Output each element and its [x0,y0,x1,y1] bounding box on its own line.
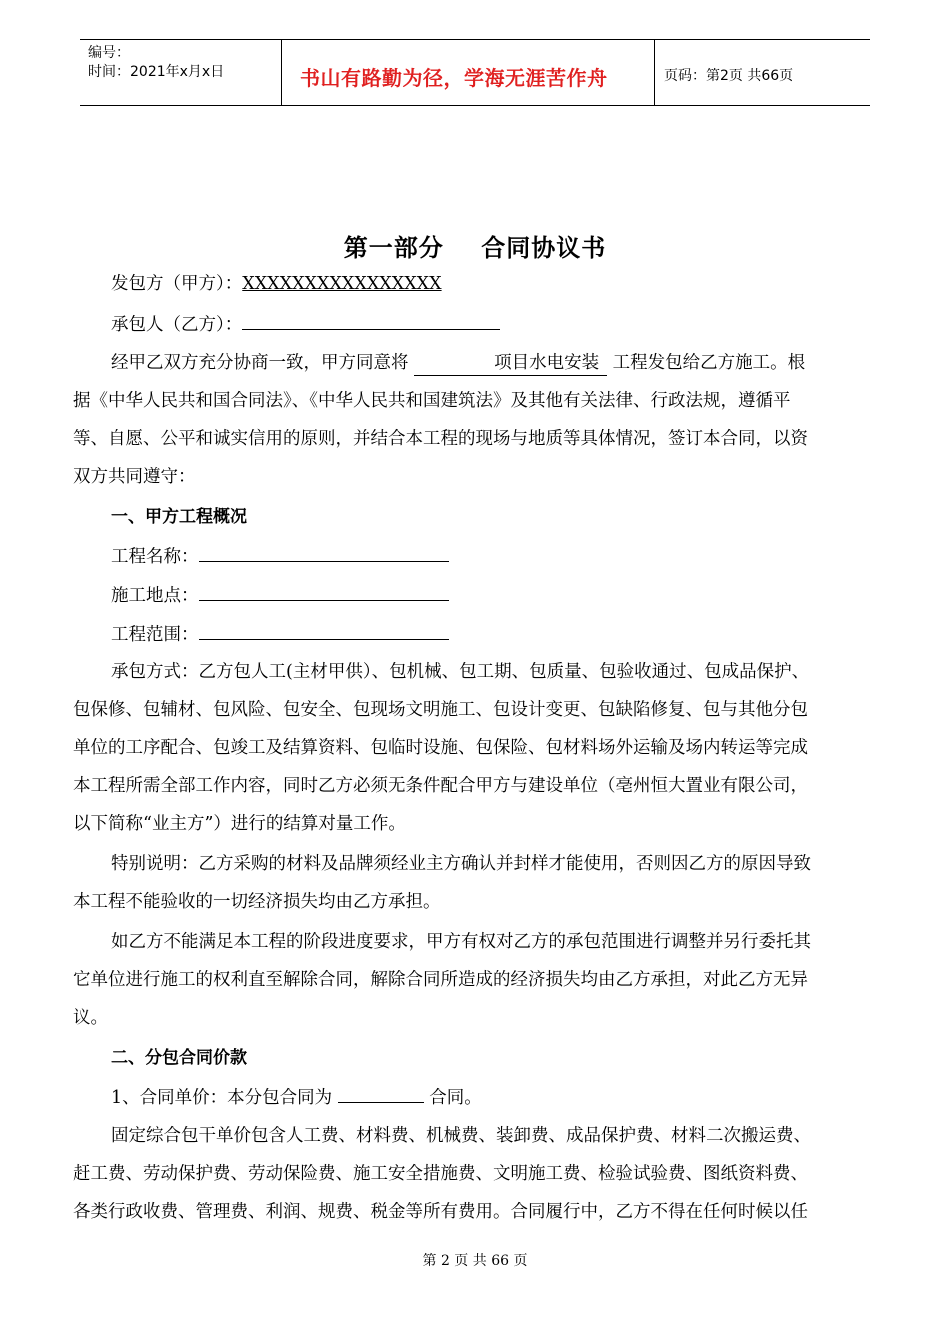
unit-price-line [111,1084,482,1110]
location-label: 施工地点： [111,586,199,606]
intro-line-4: 双方共同遵守： [73,467,196,487]
party-a-label: 发包方（甲方）： [111,274,243,294]
intro-project: 项目水电安装 [494,353,600,373]
note-line-2: 本工程不能验收的一切经济损失均由乙方承担。 [73,892,441,912]
location-blank [199,582,449,601]
mode-line-1: 承包方式：乙方包人工(主材甲供）、包机械、包工期、包质量、包验收通过、包成品保护、 [111,662,810,682]
header-top-rule [80,39,870,40]
fixed-line-2: 赶工费、劳动保护费、劳动保险费、施工安全措施费、文明施工费、检验试验费、图纸资料费、 [73,1164,808,1184]
project-name-label: 工程名称： [111,547,199,567]
header-divider-1 [281,39,282,105]
progress-line-2: 它单位进行施工的权利直至解除合同，解除合同所造成的经济损失均由乙方承担，对此乙方无异 [73,970,808,990]
header-number-label: 编号： [88,45,130,61]
unit-price-blank [338,1084,424,1103]
header-motto: 书山有路勤为径，学海无涯苦作舟 [300,66,608,90]
unit-price-before: 1、合同单价：本分包合同为 [111,1088,333,1108]
party-b-label: 承包人（乙方）： [111,315,243,335]
location-line [111,582,449,608]
intro-after: 工程发包给乙方施工。根 [612,353,806,373]
section1-heading: 一、甲方工程概况 [111,507,247,527]
party-b-line [111,311,500,337]
party-a-line [111,272,442,296]
mode-line-2: 包保修、包辅材、包风险、包安全、包现场文明施工、包设计变更、包缺陷修复、包与其他分包 [73,700,808,720]
intro-line-1 [111,351,805,376]
header-divider-2 [654,39,655,105]
project-name-blank [199,543,449,562]
mode-line-4: 本工程所需全部工作内容，同时乙方必须无条件配合甲方与建设单位（亳州恒大置业有限公司， [73,776,808,796]
scope-label: 工程范围： [111,625,199,645]
fixed-line-3: 各类行政收费、管理费、利润、规费、税金等所有费用。合同履行中，乙方不得在任何时候以任 [73,1202,808,1222]
header-page-label: 页码：第2页 共66页 [664,68,794,84]
mode-line-5: 以下简称“业主方”）进行的结算对量工作。 [73,814,406,834]
intro-line-3: 等、自愿、公平和诚实信用的原则，并结合本工程的现场与地质等具体情况，签订本合同，以资 [73,429,808,449]
mode-line-3: 单位的工序配合、包竣工及结算资料、包临时设施、包保险、包材料场外运输及场内转运等完成 [73,738,808,758]
intro-project-field [414,351,607,376]
header-bottom-rule [80,105,870,106]
header-time-label: 时间：2021年x月x日 [88,64,225,80]
progress-line-1: 如乙方不能满足本工程的阶段进度要求，甲方有权对乙方的承包范围进行调整并另行委托其 [111,932,811,952]
unit-price-after: 合同。 [429,1088,482,1108]
party-b-blank [242,311,500,330]
page-footer: 第 2 页 共 66 页 [422,1253,528,1269]
page-title: 第一部分 合同协议书 [343,234,607,262]
scope-line [111,621,449,647]
project-name-line [111,543,449,569]
progress-line-3: 议。 [73,1008,108,1028]
note-line-1: 特别说明：乙方采购的材料及品牌须经业主方确认并封样才能使用，否则因乙方的原因导致 [111,854,811,874]
party-a-value: XXXXXXXXXXXXXXXX [242,274,442,294]
intro-line-2: 据《中华人民共和国合同法》、《中华人民共和国建筑法》及其他有关法律、行政法规，遵循平 [73,391,791,411]
fixed-line-1: 固定综合包干单价包含人工费、材料费、机械费、装卸费、成品保护费、材料二次搬运费、 [111,1126,811,1146]
scope-blank [199,621,449,640]
intro-before: 经甲乙双方充分协商一致，甲方同意将 [111,353,409,373]
section2-heading: 二、分包合同价款 [111,1048,247,1068]
